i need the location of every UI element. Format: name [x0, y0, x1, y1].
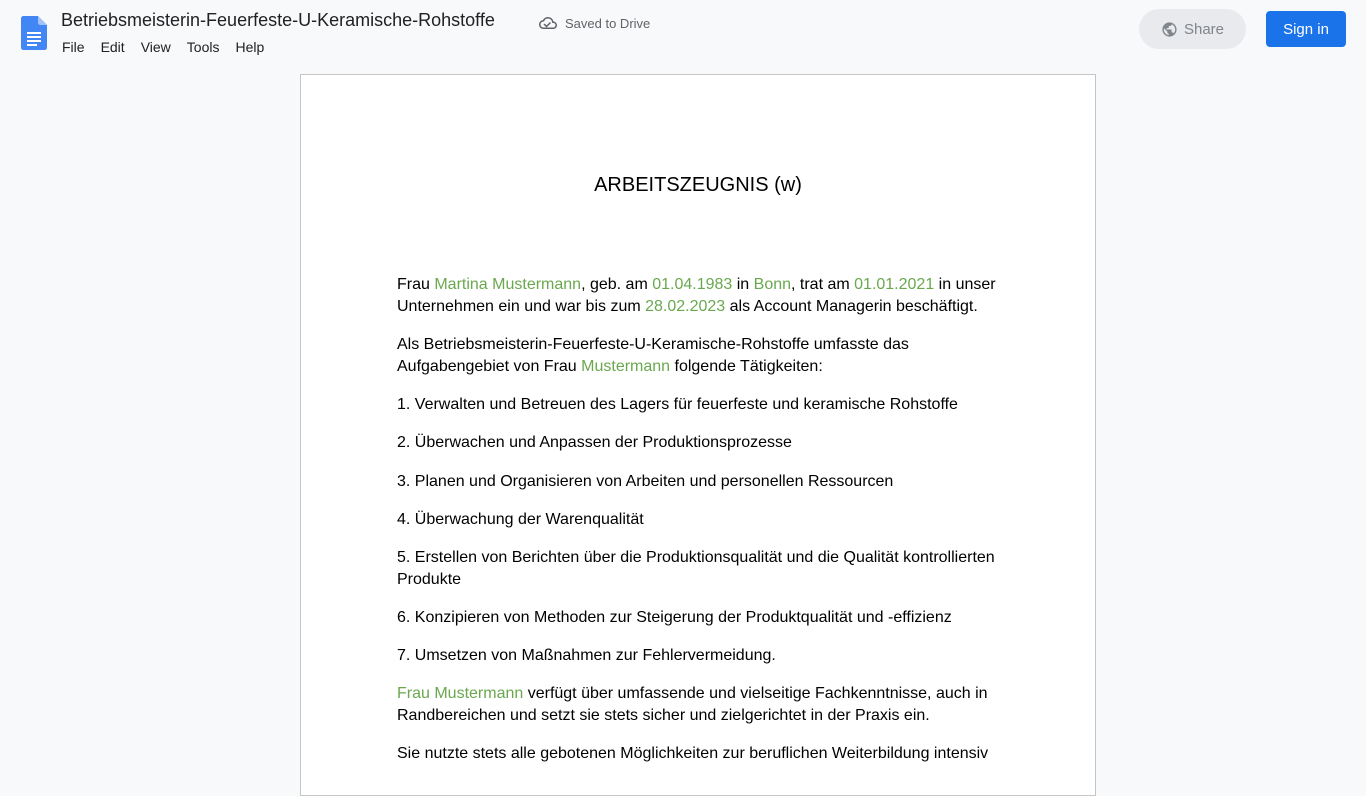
paragraph-intro	[397, 274, 1007, 318]
docs-logo-icon[interactable]	[21, 16, 47, 50]
document-heading: ARBEITSZEUGNIS (w)	[594, 174, 802, 196]
cloud-done-icon	[539, 14, 557, 32]
task-item: 2. Überwachen und Anpassen der Produktionsprozesse	[397, 434, 792, 451]
text-run: , geb. am	[581, 276, 653, 293]
menu-bar	[54, 37, 272, 57]
text-run: in	[732, 276, 754, 293]
task-item: 6. Konzipieren von Methoden zur Steigerung der Produktqualität und -effizienz	[397, 609, 952, 626]
task-item: 7. Umsetzen von Maßnahmen zur Fehlervermeidung.	[397, 647, 776, 664]
text-run: Als Betriebsmeisterin-Feuerfeste-U-Keramische-Rohstoffe umfasste das Aufgabengebiet von Frau	[397, 336, 909, 375]
menu-help[interactable]: Help	[235, 39, 265, 55]
birth-date: 01.04.1983	[652, 276, 733, 293]
text-run: Frau	[397, 276, 435, 293]
employee-name: Martina Mustermann	[434, 276, 582, 293]
paragraph-skills	[397, 683, 1007, 727]
birth-city: Bonn	[753, 276, 792, 293]
menu-view[interactable]: View	[140, 39, 171, 55]
document-title[interactable]: Betriebsmeisterin-Feuerfeste-U-Keramische-Rohstoffe	[61, 10, 495, 30]
save-status-label: Saved to Drive	[565, 15, 651, 31]
top-bar	[0, 0, 1366, 64]
save-status[interactable]	[539, 14, 650, 32]
task-item: 1. Verwalten und Betreuen des Lagers für feuerfeste und keramische Rohstoffe	[397, 396, 958, 413]
employee-name: Frau Mustermann	[397, 685, 524, 702]
menu-tools[interactable]: Tools	[186, 39, 220, 55]
text-run: als Account Managerin beschäftigt.	[725, 298, 978, 315]
paragraph-tasks-intro	[397, 334, 1007, 378]
employee-surname: Mustermann	[581, 358, 671, 375]
globe-icon	[1161, 21, 1178, 38]
text-run: , trat am	[791, 276, 855, 293]
end-date: 28.02.2023	[645, 298, 726, 315]
paragraph-training: Sie nutzte stets alle gebotenen Möglichkeiten zur beruflichen Weiterbildung intensiv	[397, 745, 989, 762]
document-page[interactable]	[300, 74, 1096, 796]
task-item: 5. Erstellen von Berichten über die Produktionsqualität und die Qualität kontrollierten Produkte	[397, 549, 995, 588]
text-run: verfügt über umfassende und vielseitige Fachkenntnisse, auch in Randbereichen und setzt sie stets sicher und zielgerichtet in der Praxis ein.	[397, 685, 988, 724]
menu-edit[interactable]: Edit	[100, 39, 125, 55]
share-label: Share	[1183, 20, 1225, 38]
task-item: 4. Überwachung der Warenqualität	[397, 511, 644, 528]
text-run: in unser Unternehmen ein und war bis zum	[397, 276, 996, 315]
sign-in-button[interactable]: Sign in	[1266, 11, 1346, 47]
text-run: folgende Tätigkeiten:	[670, 358, 823, 375]
menu-file[interactable]: File	[62, 39, 85, 55]
start-date: 01.01.2021	[854, 276, 935, 293]
share-button[interactable]	[1139, 9, 1246, 49]
task-item: 3. Planen und Organisieren von Arbeiten und personellen Ressourcen	[397, 473, 894, 490]
